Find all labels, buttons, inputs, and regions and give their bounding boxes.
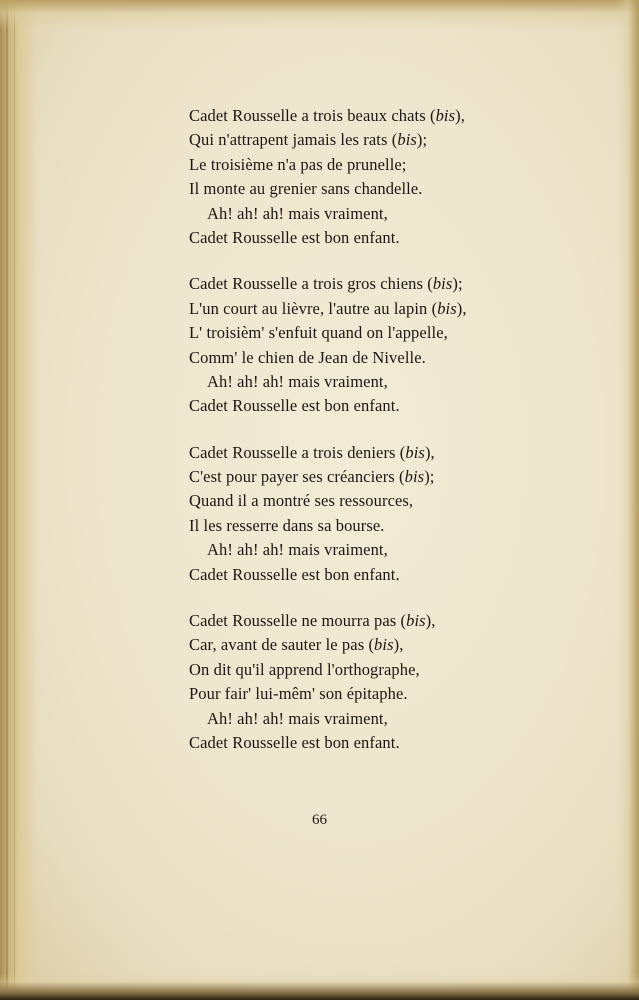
verse-line: Car, avant de sauter le pas (bis), [189, 635, 404, 655]
verse-line: Quand il a montré ses ressources, [189, 491, 414, 511]
page-number: 66 [312, 812, 327, 828]
verse-line: Cadet Rousselle est bon enfant. [189, 732, 400, 752]
verse-line: Cadet Rousselle est bon enfant. [189, 227, 400, 247]
bis-marker: bis [435, 106, 456, 125]
stanza [189, 609, 589, 755]
bis-marker: bis [437, 298, 457, 318]
refrain-line: Ah! ah! ah! mais vraiment, [207, 203, 388, 223]
verse-line: Cadet Rousselle a trois beaux chats (bis), [189, 106, 465, 125]
stanza [189, 441, 589, 587]
verse-line: L' troisièm' s'enfuit quand on l'appelle, [189, 323, 448, 343]
page-bottom-edge [0, 974, 639, 1000]
verse-line: Comm' le chien de Jean de Nivelle. [189, 347, 426, 367]
verse-line: Cadet Rousselle est bon enfant. [189, 396, 400, 416]
refrain-line: Ah! ah! ah! mais vraiment, [207, 540, 388, 560]
verse-line: Qui n'attrapent jamais les rats (bis); [189, 130, 428, 150]
verse-line: Cadet Rousselle ne mourra pas (bis), [189, 611, 436, 631]
verse-line: Cadet Rousselle est bon enfant. [189, 564, 400, 584]
verse-line: Il monte au grenier sans chandelle. [189, 179, 423, 199]
verse-line: L'un court au lièvre, l'autre au lapin (bis), [189, 298, 467, 318]
bis-marker: bis [405, 442, 425, 462]
page-top-edge [0, 0, 639, 30]
verse-line: Il les resserre dans sa bourse. [189, 515, 385, 535]
stanza [189, 104, 589, 250]
song-text [189, 104, 589, 777]
bis-marker: bis [404, 467, 425, 487]
bis-marker: bis [432, 274, 453, 294]
verse-line: On dit qu'il apprend l'orthographe, [189, 659, 420, 679]
refrain-line: Ah! ah! ah! mais vraiment, [207, 708, 388, 728]
page-left-edge [0, 0, 38, 1000]
verse-line: Cadet Rousselle a trois gros chiens (bis); [189, 274, 463, 294]
verse-line: Cadet Rousselle a trois deniers (bis), [189, 442, 435, 462]
verse-line: C'est pour payer ses créanciers (bis); [189, 467, 435, 487]
bis-marker: bis [397, 130, 417, 150]
verse-line: Le troisième n'a pas de prunelle; [189, 154, 407, 174]
verse-line: Pour fair' lui-mêm' son épitaphe. [189, 684, 408, 704]
bis-marker: bis [374, 635, 394, 655]
bis-marker: bis [406, 611, 426, 631]
refrain-line: Ah! ah! ah! mais vraiment, [207, 371, 388, 391]
stanza [189, 272, 589, 418]
page-right-edge [617, 0, 639, 1000]
